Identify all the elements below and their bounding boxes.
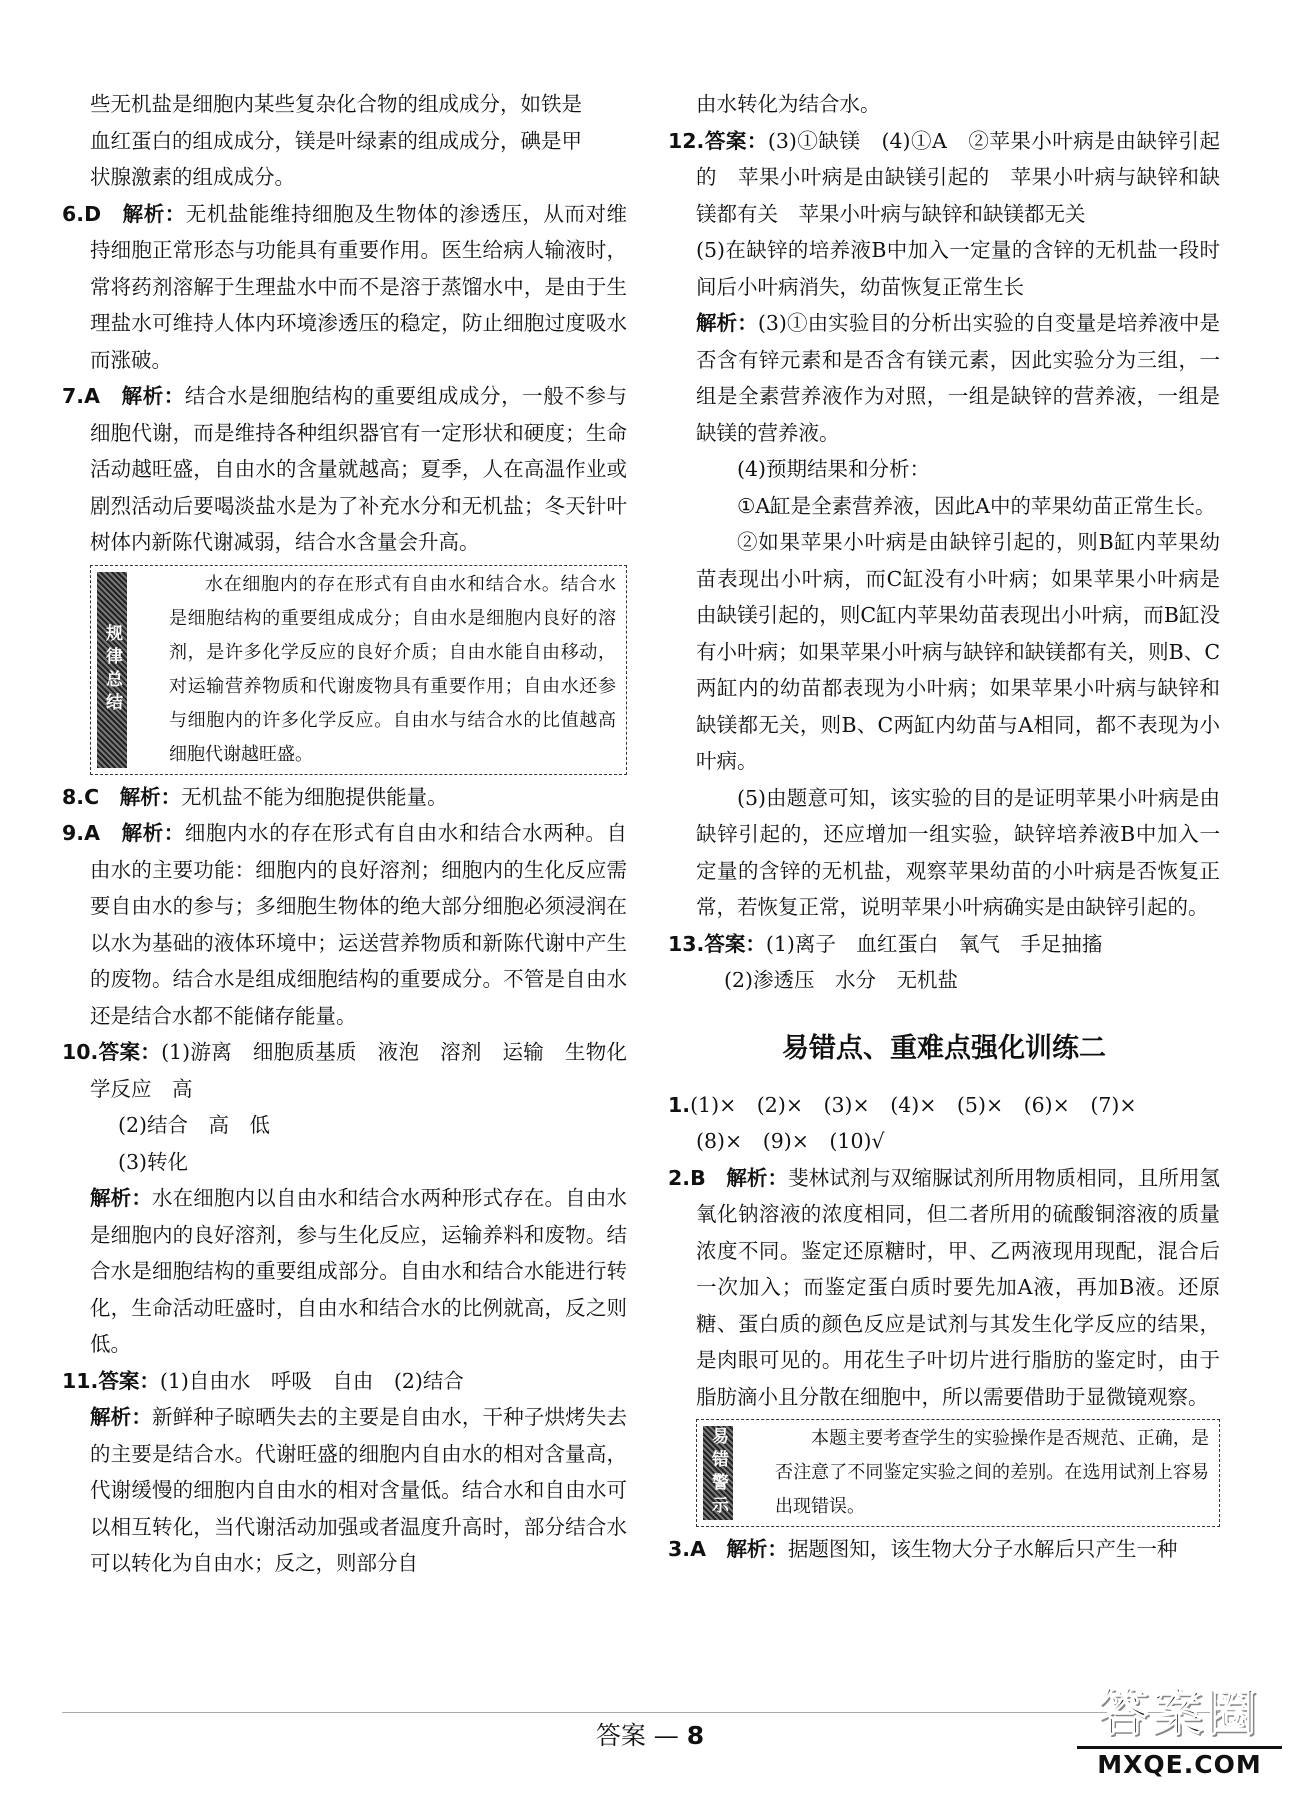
explanation [62, 1399, 627, 1582]
question-number: 8. [62, 784, 85, 809]
answer-text: (1)自由水 呼吸 自由 (2)结合 [159, 1368, 464, 1393]
answer-choice: D [84, 201, 102, 226]
explanation-text: 据题图知，该生物大分子水解后只产生一种 [787, 1537, 1178, 1561]
explanation-text: 斐林试剂与双缩脲试剂所用物质相同，且所用氢氧化钠溶液的浓度相同，但二者所用的硫酸铜溶液的质量浓度不同。鉴定还原糖时，甲、乙两液现用现配，混合后一次加入；而鉴定蛋白质时要先加A液，再加B液。还原糖、蛋白质的颜色反应是试剂与其发生化学反应的结果，是肉眼可见的。用花生子叶切片进行脂肪的鉴定时，由于脂肪滴小且分散在细胞中，所以需要借助于显微镜观察。 [696, 1165, 1221, 1409]
tip-text: 本题主要考查学生的实验操作是否规范、正确，是否注意了不同鉴定实验之间的差别。在选用试剂上容易出现错误。 [775, 1428, 1209, 1517]
explanation-text: (3)①由实验目的分析出实验的自变量是培养液中是否含有锌元素和是否含有镁元素，因此实验分为三组，一组是全素营养液作为对照，一组是缺锌的营养液，一组是缺镁的营养液。 [696, 311, 1220, 445]
answer-label: 答案： [704, 128, 768, 153]
question-9 [62, 815, 627, 1034]
answer-choice: A [690, 1537, 706, 1561]
answer-choice: A [84, 384, 100, 408]
answer-text: (1)游离 细胞质基质 液泡 溶剂 运输 生物化学反应 高 [90, 1040, 628, 1101]
left-column [62, 86, 627, 1582]
explanation-label: 解析： [90, 1186, 152, 1210]
answer-label: 答案： [98, 1040, 162, 1064]
explanation-text: 无机盐能维持细胞及生物体的渗透压，从而对维持细胞正常形态与功能具有重要作用。医生给病人输液时，常将药剂溶解于生理盐水中而不是溶于蒸馏水中，是由于生理盐水可维持人体内环境渗透压的稳定，防止细胞过度吸水而涨破。 [90, 201, 628, 372]
continued-text-line: 状腺激素的组成成分。 [90, 165, 295, 189]
question-number: 3. [668, 1537, 691, 1561]
answer-label: 答案： [704, 931, 766, 956]
explanation-paragraph: ②如果苹果小叶病是由缺锌引起的，则B缸内苹果幼苗表现出小叶病，而C缸没有小叶病；如果苹果小叶病是由缺镁引起的，则C缸内苹果幼苗表现出小叶病，而B缸没有小叶病；如果苹果小叶病与缺锌和缺镁都有关，则B、C两缸内的幼苗都表现为小叶病；如果苹果小叶病与缺锌和缺镁都无关，则B、C两缸内幼苗与A相同，都不表现为小叶病。 [696, 530, 1220, 773]
question-12 [668, 123, 1220, 233]
section-question-1 [668, 1087, 1220, 1124]
section-title: 易错点、重难点强化训练二 [782, 1032, 1106, 1064]
answer-line: (2)结合 高 低 [118, 1113, 271, 1137]
answer-text: (3)①缺镁 (4)①A ②苹果小叶病是由缺锌引起的 苹果小叶病是由缺镁引起的 苹果小叶病与缺锌和缺镁都有关 苹果小叶病与缺锌和缺镁都无关 [696, 128, 1220, 226]
summary-tip-box [90, 565, 627, 775]
explanation-text: 水在细胞内以自由水和结合水两种形式存在。自由水是细胞内的良好溶剂，参与生化反应，运输养料和废物。结合水是细胞结构的重要组成部分。自由水和结合水能进行转化，生命活动旺盛时，自由水和结合水的比例就高，反之则低。 [90, 1186, 628, 1356]
watermark-logo [1077, 1680, 1282, 1790]
explanation-label: 解析： [726, 1165, 789, 1190]
question-7 [62, 378, 627, 561]
answer-line: (8)× (9)× (10)√ [696, 1129, 885, 1153]
tip-tag: 规律总结 [97, 572, 127, 768]
question-number: 1. [668, 1092, 691, 1117]
explanation-label: 解析： [696, 311, 758, 335]
explanation-text: 结合水是细胞结构的重要组成成分，一般不参与细胞代谢，而是维持各种组织器官有一定形状和硬度；生命活动越旺盛，自由水的含量就越高；夏季，人在高温作业或剧烈活动后要喝淡盐水是为了补充水分和无机盐；冬天针叶树体内新陈代谢减弱，结合水含量会升高。 [90, 384, 628, 554]
question-8 [62, 779, 627, 816]
continued-text-line: 由水转化为结合水。 [696, 92, 881, 116]
explanation-paragraph: (4)预期结果和分析： [737, 457, 931, 481]
continued-text-line: 些无机盐是细胞内某些复杂化合物的组成成分，如铁是 [90, 92, 582, 116]
question-13 [668, 926, 1220, 963]
explanation-text: 新鲜种子晾晒失去的主要是自由水，干种子烘烤失去的主要是结合水。代谢旺盛的细胞内自由水的相对含量高，代谢缓慢的细胞内自由水的相对含量低。结合水和自由水可以相互转化，当代谢活动加强或者温度升高时，部分结合水可以转化为自由水；反之，则部分自 [90, 1405, 628, 1575]
answer-line: (2)渗透压 水分 无机盐 [724, 968, 959, 992]
question-number: 10. [62, 1040, 99, 1064]
explanation-label: 解析： [122, 201, 186, 226]
question-number: 6. [62, 201, 85, 226]
explanation-label: 解析： [121, 821, 185, 845]
explanation-text: 无机盐不能为细胞提供能量。 [181, 784, 448, 809]
question-number: 13. [668, 931, 705, 956]
question-10 [62, 1034, 627, 1107]
explanation [668, 305, 1220, 451]
watermark-url: MXQE.COM [1077, 1746, 1282, 1781]
section-question-3 [668, 1531, 1220, 1568]
continued-text-line: 血红蛋白的组成成分，镁是叶绿素的组成成分，碘是甲 [90, 128, 582, 153]
answer-label: 答案： [98, 1368, 160, 1393]
explanation-paragraph: ①A缸是全素营养液，因此A中的苹果幼苗正常生长。 [737, 493, 1216, 518]
answer-choice: B [690, 1165, 706, 1190]
question-number: 11. [62, 1368, 99, 1393]
explanation-paragraph: (5)由题意可知，该实验的目的是证明苹果小叶病是由缺锌引起的，还应增加一组实验，缺锌培养液B中加入一定量的含锌的无机盐，观察苹果幼苗的小叶病是否恢复正常，若恢复正常，说明苹果小叶病确实是由缺锌引起的。 [696, 785, 1220, 919]
watermark-title: 答案圈 [1098, 1684, 1261, 1742]
explanation-label: 解析： [119, 784, 182, 809]
answer-choice: C [84, 784, 100, 809]
question-6 [62, 196, 627, 379]
right-column [668, 86, 1220, 1568]
question-number: 9. [62, 821, 85, 845]
answer-text: (1)离子 血红蛋白 氧气 手足抽搐 [765, 931, 1103, 956]
answer-line: (5)在缺锌的培养液B中加入一定量的含锌的无机盐一段时间后小叶病消失，幼苗恢复正常生长 [696, 238, 1220, 299]
question-11 [62, 1363, 627, 1400]
explanation-text: 细胞内水的存在形式有自由水和结合水两种。自由水的主要功能：细胞内的良好溶剂；细胞内的生化反应需要自由水的参与；多细胞生物体的绝大部分细胞必须浸润在以水为基础的液体环境中；运送营养物质和新陈代谢中产生的废物。结合水是组成细胞结构的重要成分。不管是自由水还是结合水都不能储存能量。 [90, 821, 628, 1028]
answer-line: (3)转化 [118, 1149, 189, 1174]
question-number: 7. [62, 384, 85, 408]
explanation [62, 1180, 627, 1363]
footer-label: 答案 — [595, 1721, 679, 1750]
footer-divider [62, 1712, 1220, 1713]
page-number: 8 [686, 1721, 705, 1750]
warning-tip-box [696, 1419, 1220, 1527]
explanation-label: 解析： [121, 384, 185, 408]
explanation-label: 解析： [90, 1405, 152, 1429]
tip-text: 水在细胞内的存在形式有自由水和结合水。结合水是细胞结构的重要组成成分；自由水是细胞内良好的溶剂，是许多化学反应的良好介质；自由水能自由移动，对运输营养物质和代谢废物具有重要作用；自由水还参与细胞内的许多化学反应。自由水与结合水的比值越高细胞代谢越旺盛。 [169, 573, 616, 765]
answer-text: (1)× (2)× (3)× (4)× (5)× (6)× (7)× [690, 1092, 1137, 1117]
question-number: 12. [668, 128, 705, 153]
section-question-2 [668, 1160, 1220, 1416]
question-number: 2. [668, 1165, 691, 1190]
answer-choice: A [84, 821, 100, 845]
explanation-label: 解析： [726, 1537, 788, 1561]
tip-tag: 易错警示 [703, 1426, 733, 1520]
